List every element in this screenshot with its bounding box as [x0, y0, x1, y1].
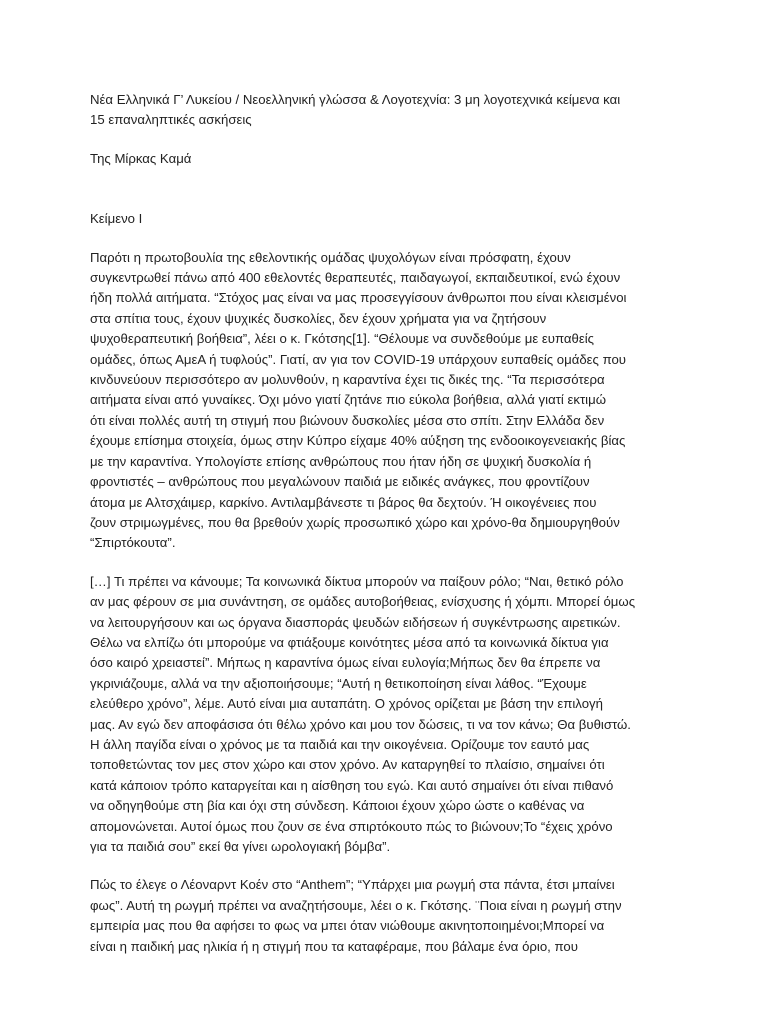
- text-line: ελεύθερο χρόνο”, λέμε. Αυτό είναι μια αυταπάτη. Ο χρόνος ορίζεται με βάση την επιλογή: [90, 696, 603, 712]
- text-line: ζουν στριμωγμένες, που θα βρεθούν χωρίς προσωπικό χώρο και χρόνο-θα δημιουργηθούν: [90, 514, 620, 530]
- text-line: όσο καιρό χρειαστεί”. Μήπως η καραντίνα όμως είναι ευλογία;Μήπως δεν θα έπρεπε να: [90, 655, 601, 671]
- text-line: άτομα με Αλτσχάιμερ, καρκίνο. Αντιλαμβάνεστε τι βάρος θα δεχτούν. Ή οικογένειες που: [90, 494, 597, 510]
- text-line: “Σπιρτόκουτα”.: [90, 535, 176, 551]
- text-line: φροντιστές – ανθρώπους που μεγαλώνουν παιδιά με ειδικές ανάγκες, που φροντίζουν: [90, 474, 590, 490]
- text-line: ομάδες, όπως ΑμεΑ ή τυφλούς”. Γιατί, αν για τον COVID-19 υπάρχουν ευπαθείς ομάδες που: [90, 351, 627, 367]
- document-title: [90, 90, 680, 131]
- text-line: κατά κάποιον τρόπο καταργείται και η αίσθηση του εγώ. Και αυτό σημαίνει ότι είναι πιθανό: [90, 777, 614, 793]
- text-line: να οδηγηθούμε στη βία και όχι στη σύνδεση. Κάποιοι έχουν χώρο ώστε ο καθένας να: [90, 798, 585, 814]
- paragraph-3: [90, 875, 680, 957]
- text-line: για τα παιδιά σου” εκεί θα γίνει ωρολογιακή βόμβα”.: [90, 839, 391, 854]
- section-heading: Κείμενο Ι: [90, 211, 143, 227]
- text-line: στα σπίτια τους, έχουν ψυχικές δυσκολίες, δεν έχουν χρήματα για να ζητήσουν: [90, 310, 547, 326]
- text-line: Θέλω να ελπίζω ότι μπορούμε να φτιάξουμε κοινότητες μέσα από τα κοινωνικά δίκτυα για: [90, 634, 609, 650]
- text-line: ήδη πολλά αιτήματα. “Στόχος μας είναι να μας προσεγγίσουν άνθρωποι που είναι κλεισμένοι: [90, 290, 627, 306]
- text-line: με την καραντίνα. Υπολογίστε επίσης ανθρώπους που ήταν ήδη σε ψυχική δυσκολία ή: [90, 453, 592, 469]
- paragraph-2: [90, 572, 680, 858]
- text-line: ψυχοθεραπευτική βοήθεια”, λέει ο κ. Γκότσης[1]. “Θέλουμε να συνδεθούμε με ευπαθείς: [90, 331, 595, 347]
- text-line: μας. Αν εγώ δεν αποφάσισα ότι θέλω χρόνο και μου τον δώσεις, τι να τον κάνω; Θα βυθιστώ.: [90, 716, 631, 732]
- text-line: φως”. Αυτή τη ρωγμή πρέπει να αναζητήσουμε, λέει ο κ. Γκότσης. ¨Ποια είναι η ρωγμή στην: [90, 897, 622, 913]
- text-line: εμπειρία μας που θα αφήσει το φως να μπει όταν νιώθουμε ακινητοποιημένοι;Μπορεί να: [90, 918, 605, 934]
- paragraph-1: [90, 248, 680, 554]
- text-line: τοποθετώντας τον μες στον χώρο και στον χρόνο. Αν καταργηθεί το πλαίσιο, σημαίνει ότι: [90, 757, 605, 773]
- author-byline: Της Μίρκας Καμά: [90, 150, 192, 166]
- title-line: Νέα Ελληνικά Γ’ Λυκείου / Νεοελληνική γλώσσα & Λογοτεχνία: 3 μη λογοτεχνικά κείμενα και: [90, 92, 621, 107]
- text-line: Η άλλη παγίδα είναι ο χρόνος με τα παιδιά και την οικογένεια. Ορίζουμε τον εαυτό μας: [90, 736, 590, 752]
- text-line: αν μας φέρουν σε μια συνάντηση, σε ομάδες αυτοβοήθειας, ενίσχυσης ή χόμπι. Μπορεί όμως: [90, 594, 636, 610]
- text-line: κινδυνεύουν περισσότερο αν μολυνθούν, η καραντίνα έχει τις δικές της. “Τα περισσότερα: [90, 372, 605, 388]
- text-line: Πώς το έλεγε ο Λέοναρντ Κοέν στο “Anthem”; “Υπάρχει μια ρωγμή στα πάντα, έτσι μπαίνει: [90, 877, 615, 893]
- text-line: αιτήματα είναι από γυναίκες. Όχι μόνο γιατί ζητάνε πιο εύκολα βοήθεια, αλλά γιατί εκτιμώ: [90, 392, 606, 408]
- text-line: απομονώνεται. Αυτοί όμως που ζουν σε ένα σπιρτόκουτο πώς το βιώνουν;Το “έχεις χρόνο: [90, 818, 613, 834]
- text-line: γκρινιάζουμε, αλλά να την αξιοποιήσουμε; “Αυτή η θετικοποίηση είναι λάθος. “Έχουμε: [90, 675, 587, 691]
- text-line: […] Τι πρέπει να κάνουμε; Τα κοινωνικά δίκτυα μπορούν να παίξουν ρόλο; “Ναι, θετικό ρόλο: [90, 573, 624, 589]
- text-line: συγκεντρωθεί πάνω από 400 εθελοντές θεραπευτές, παιδαγωγοί, εκπαιδευτικοί, ενώ έχουν: [90, 270, 621, 286]
- text-line: έχουμε επίσημα στοιχεία, όμως στην Κύπρο είχαμε 40% αύξηση της ενδοοικογενειακής βίας: [90, 433, 626, 449]
- title-line: 15 επαναληπτικές ασκήσεις: [90, 112, 252, 128]
- text-line: είναι η παιδική μας ηλικία ή η στιγμή που τα καταφέραμε, που βάλαμε ένα όριο, που: [90, 938, 578, 954]
- text-line: Παρότι η πρωτοβουλία της εθελοντικής ομάδας ψυχολόγων είναι πρόσφατη, έχουν: [90, 249, 571, 265]
- text-line: ότι είναι πολλές αυτή τη στιγμή που βιώνουν δυσκολίες μέσα στο σπίτι. Στην Ελλάδα δεν: [90, 412, 605, 428]
- text-line: να λειτουργήσουν και ως όργανα διασποράς ψευδών ειδήσεων ή συγκέντρωσης αιρετικών.: [90, 614, 621, 630]
